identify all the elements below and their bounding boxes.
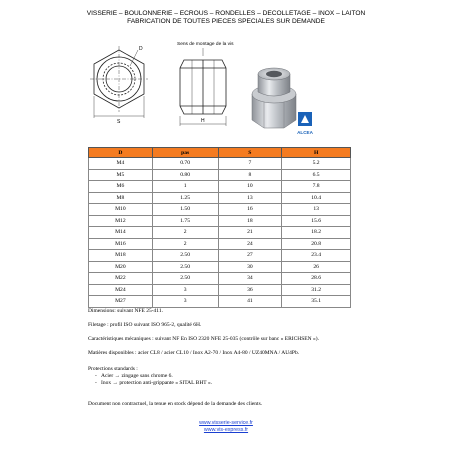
cell-d: M20 [89,261,153,273]
header-line-1: VISSERIE – BOULONNERIE – ECROUS – RONDELLES – DECOLLETAGE – INOX – LAITON [86,10,366,17]
cell-h: 13 [282,204,351,216]
cell-d: M18 [89,250,153,262]
col-header-h: H [282,148,351,158]
cell-s: 27 [218,250,282,262]
table-row [89,250,351,262]
table-row [89,284,351,296]
dim-s-label: S [117,119,121,125]
cell-pas: 2.50 [152,250,218,262]
table-row [89,273,351,285]
nut-side-view [170,48,242,132]
cell-pas: 1 [152,181,218,193]
cell-s: 7 [218,158,282,170]
note-filetage: Filetage : profil ISO suivant ISO 965-2, qualité 6H. [88,322,202,328]
dim-h-label: H [201,118,205,124]
cell-h: 10.4 [282,192,351,204]
cell-pas: 1.75 [152,215,218,227]
note-protection-2: Inox → protection anti-grippante « SITAL BHT ». [101,380,213,386]
cell-d: M6 [89,181,153,193]
table-row [89,181,351,193]
table-row [89,227,351,239]
cell-h: 31.2 [282,284,351,296]
cell-h: 26 [282,261,351,273]
table-row [89,261,351,273]
cell-d: M16 [89,238,153,250]
cell-s: 10 [218,181,282,193]
col-header-pas: pas [152,148,218,158]
table-row [89,238,351,250]
table-header-row [89,148,351,158]
cell-d: M5 [89,169,153,181]
nut-front-view [86,44,152,130]
cell-s: 34 [218,273,282,285]
cell-s: 16 [218,204,282,216]
cell-pas: 1.25 [152,192,218,204]
bullet-marker-1: - [95,373,97,379]
cell-s: 21 [218,227,282,239]
cell-pas: 2 [152,238,218,250]
cell-h: 35.1 [282,296,351,308]
drawing-caption: Sens de montage de la vis [177,42,234,47]
note-dimensions: Dimensions: suivant NFE 25-411. [88,308,163,314]
cell-pas: 3 [152,296,218,308]
note-mecaniques: Caractéristiques mécaniques : suivant NF En ISO 2320 NFE 25-035 (contrôle sur banc « ERICHSEN »). [88,336,319,342]
cell-s: 18 [218,215,282,227]
table-row [89,296,351,308]
cell-h: 6.5 [282,169,351,181]
cell-h: 23.4 [282,250,351,262]
cell-h: 20.8 [282,238,351,250]
cell-pas: 2.50 [152,261,218,273]
cell-d: M22 [89,273,153,285]
cell-s: 13 [218,192,282,204]
cell-d: M12 [89,215,153,227]
table-row [89,204,351,216]
cell-d: M24 [89,284,153,296]
col-header-d: D [89,148,153,158]
cell-pas: 3 [152,284,218,296]
cell-pas: 2 [152,227,218,239]
cell-s: 36 [218,284,282,296]
footer-link-1[interactable]: www.visserie-service.fr [199,420,253,426]
note-matieres: Matières disponibles : acier CL8 / acier CL10 / Inox A2-70 / Inox A4-80 / UZ40MNA / AU4Pb. [88,350,300,356]
cell-s: 41 [218,296,282,308]
dim-d-label: D [139,46,143,52]
cell-d: M8 [89,192,153,204]
cell-pas: 0.80 [152,169,218,181]
bullet-marker-2: - [95,380,97,386]
alcea-logo [294,112,316,138]
note-protections-title: Protections standards : [88,366,138,372]
note-protection-1: Acier → zingage sans chrome 6. [101,373,173,379]
table-row [89,169,351,181]
cell-s: 24 [218,238,282,250]
cell-h: 15.6 [282,215,351,227]
cell-h: 7.8 [282,181,351,193]
cell-d: M10 [89,204,153,216]
col-header-s: S [218,148,282,158]
cell-pas: 0.70 [152,158,218,170]
logo-text: ALCEA [297,130,313,135]
cell-d: M14 [89,227,153,239]
footer-link-2[interactable]: www.vis-express.fr [203,427,249,433]
cell-d: M4 [89,158,153,170]
cell-d: M27 [89,296,153,308]
cell-h: 5.2 [282,158,351,170]
cell-h: 18.2 [282,227,351,239]
cell-s: 30 [218,261,282,273]
note-disclaimer: Document non contractuel, la tenue en stock dépend de la demande des clients. [88,401,263,407]
cell-s: 8 [218,169,282,181]
cell-pas: 2.50 [152,273,218,285]
table-row [89,192,351,204]
header-line-2: FABRICATION DE TOUTES PIECES SPECIALES SUR DEMANDE [127,18,325,25]
dimension-table [88,147,351,308]
table-row [89,158,351,170]
cell-h: 28.6 [282,273,351,285]
table-row [89,215,351,227]
cell-pas: 1.50 [152,204,218,216]
